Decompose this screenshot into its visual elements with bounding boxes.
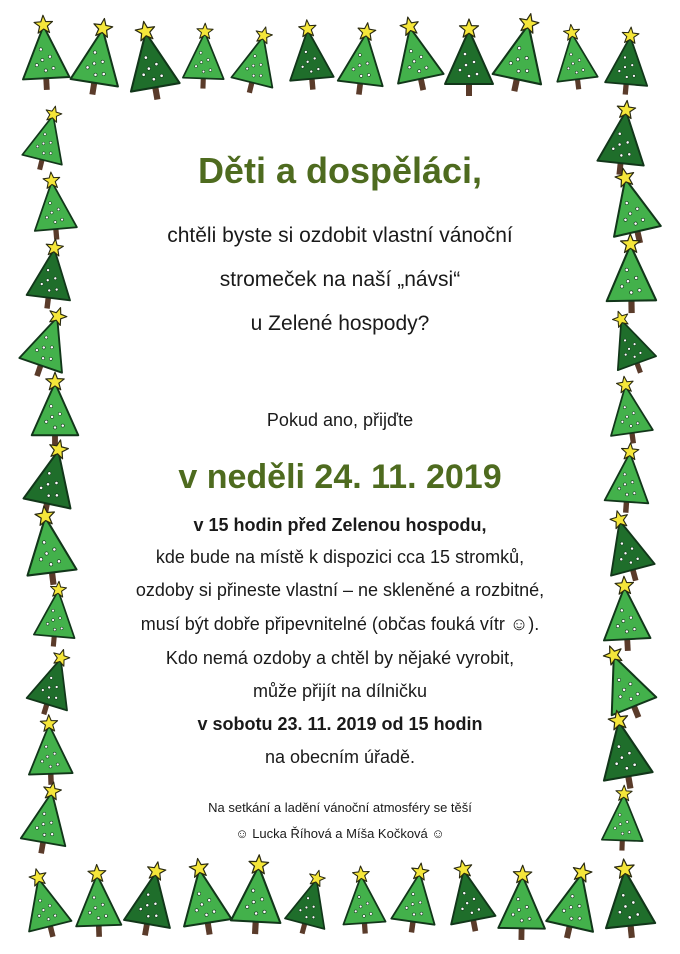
christmas-tree-icon bbox=[587, 637, 660, 726]
christmas-tree-icon bbox=[390, 860, 443, 935]
christmas-tree-icon bbox=[174, 855, 233, 939]
christmas-tree-icon bbox=[183, 22, 226, 89]
christmas-tree-icon bbox=[551, 22, 599, 92]
christmas-tree-icon bbox=[20, 101, 75, 174]
intro-line-1: chtěli byste si ozdobit vlastní vánoční bbox=[167, 224, 513, 247]
christmas-tree-icon bbox=[596, 98, 650, 177]
christmas-tree-icon bbox=[74, 864, 122, 938]
christmas-tree-icon bbox=[230, 854, 284, 936]
christmas-tree-icon bbox=[16, 300, 82, 383]
christmas-tree-icon bbox=[599, 304, 660, 379]
workshop-date: v sobotu 23. 11. 2019 od 15 hodin bbox=[197, 714, 483, 734]
christmas-tree-icon bbox=[24, 643, 84, 720]
detail-line-5: může přijít na dílničku bbox=[252, 681, 428, 701]
christmas-tree-icon bbox=[30, 170, 78, 241]
christmas-tree-icon bbox=[69, 15, 128, 99]
christmas-tree-icon bbox=[595, 505, 657, 587]
footer-signature: ☺ Lucka Říhová a Míša Kočková ☺ bbox=[235, 826, 445, 841]
christmas-tree-icon bbox=[336, 20, 390, 97]
detail-line-2: ozdoby si přineste vlastní – ne skleněné a rozbitné, bbox=[135, 580, 545, 600]
detail-line-1: kde bude na místě k dispozici cca 15 stromků, bbox=[155, 547, 525, 567]
detail-line-3: musí být dobře připevnitelné (občas fouká vítr ☺). bbox=[140, 614, 540, 634]
event-time-place: v 15 hodin před Zelenou hospodu, bbox=[193, 515, 487, 535]
christmas-tree-icon bbox=[601, 575, 651, 652]
christmas-tree-icon bbox=[592, 706, 654, 793]
christmas-tree-icon bbox=[490, 9, 555, 97]
christmas-tree-icon bbox=[33, 580, 79, 649]
invite-text: Pokud ano, přijďte bbox=[266, 410, 414, 430]
christmas-tree-icon bbox=[445, 19, 493, 96]
christmas-tree-icon bbox=[20, 14, 70, 91]
christmas-tree-icon bbox=[440, 856, 498, 936]
christmas-tree-icon bbox=[19, 503, 78, 588]
workshop-place: na obecním úřadě. bbox=[264, 747, 416, 767]
event-date: v neděli 24. 11. 2019 bbox=[178, 458, 502, 496]
christmas-tree-icon bbox=[15, 864, 74, 943]
christmas-tree-icon bbox=[229, 22, 286, 98]
christmas-tree-icon bbox=[122, 858, 181, 940]
christmas-tree-icon bbox=[282, 865, 338, 939]
christmas-tree-icon bbox=[604, 441, 652, 514]
christmas-tree-icon bbox=[32, 372, 79, 447]
footer-line-1: Na setkání a ladění vánoční atmosféry se těší bbox=[208, 800, 472, 815]
christmas-tree-icon bbox=[27, 714, 73, 786]
christmas-tree-icon bbox=[498, 865, 546, 940]
christmas-tree-icon bbox=[603, 373, 654, 446]
christmas-tree-icon bbox=[119, 17, 181, 104]
detail-line-4: Kdo nemá ozdoby a chtěl by nějaké vyrobit, bbox=[165, 648, 515, 668]
christmas-tree-icon bbox=[21, 435, 84, 520]
christmas-tree-icon bbox=[25, 236, 77, 311]
christmas-tree-icon bbox=[602, 784, 645, 851]
christmas-tree-icon bbox=[285, 18, 335, 92]
christmas-tree-icon bbox=[19, 778, 76, 857]
christmas-tree-icon bbox=[604, 25, 652, 96]
christmas-tree-icon bbox=[606, 233, 657, 313]
christmas-tree-icon bbox=[544, 858, 608, 944]
intro-line-2: stromeček na naší „návsi“ bbox=[219, 268, 461, 291]
christmas-tree-icon bbox=[599, 856, 656, 940]
heading: Děti a dospěláci, bbox=[197, 150, 483, 191]
intro-line-3: u Zelené hospody? bbox=[250, 312, 430, 335]
christmas-tree-icon bbox=[339, 865, 386, 936]
christmas-tree-icon bbox=[385, 12, 446, 95]
